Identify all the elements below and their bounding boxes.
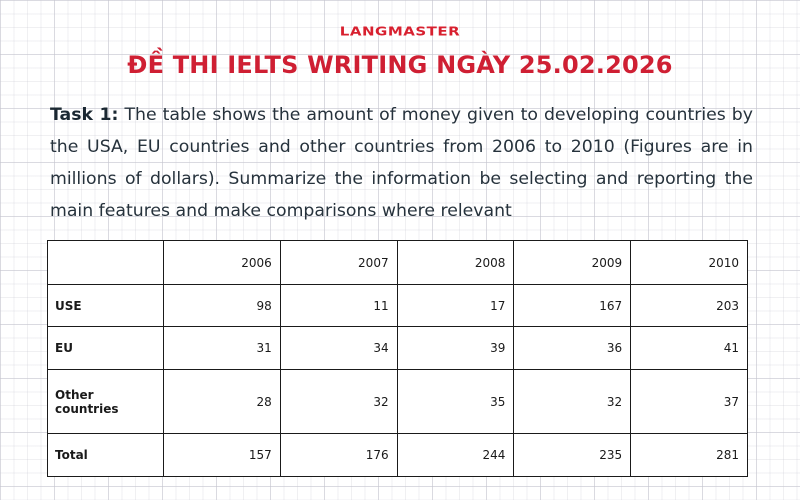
table-cell: 31 [164,327,281,370]
header-cell-year: 2006 [164,241,281,285]
row-label: EU [48,327,164,370]
table-cell: 39 [397,327,514,370]
table-cell: 176 [280,434,397,477]
table-cell: 41 [631,327,748,370]
table-cell: 35 [397,370,514,434]
task-label: Task 1: [50,105,119,125]
table-cell: 37 [631,370,748,434]
task-prompt [50,99,753,227]
page-title: ĐỀ THI IELTS WRITING NGÀY 25.02.2026 [127,51,673,79]
table-cell: 32 [514,370,631,434]
table-cell: 281 [631,434,748,477]
table-cell: 36 [514,327,631,370]
table-header-row [48,241,748,285]
table-cell: 203 [631,285,748,327]
table-cell: 157 [164,434,281,477]
table-cell: 98 [164,285,281,327]
row-label: Other countries [48,370,164,434]
header-cell-empty [48,241,164,285]
header-cell-year: 2010 [631,241,748,285]
brand-logo: LANGMASTER [339,23,461,39]
header-cell-year: 2008 [397,241,514,285]
table-row [48,327,748,370]
table-cell: 28 [164,370,281,434]
table-cell: 32 [280,370,397,434]
data-table [47,240,748,477]
table-cell: 34 [280,327,397,370]
task-description: The table shows the amount of money given to developing countries by the USA, EU countries and other countries from 2006 to 2010 (Figures are in millions of dollars). Summarize the information be selecting and reporting the main features and make comparisons where relevant [50,105,753,221]
header-cell-year: 2007 [280,241,397,285]
row-label: Total [48,434,164,477]
row-label: USE [48,285,164,327]
table-row-total [48,434,748,477]
table-cell: 11 [280,285,397,327]
table-cell: 17 [397,285,514,327]
table-row [48,285,748,327]
header-cell-year: 2009 [514,241,631,285]
table-cell: 244 [397,434,514,477]
table-cell: 167 [514,285,631,327]
table-cell: 235 [514,434,631,477]
table-row [48,370,748,434]
